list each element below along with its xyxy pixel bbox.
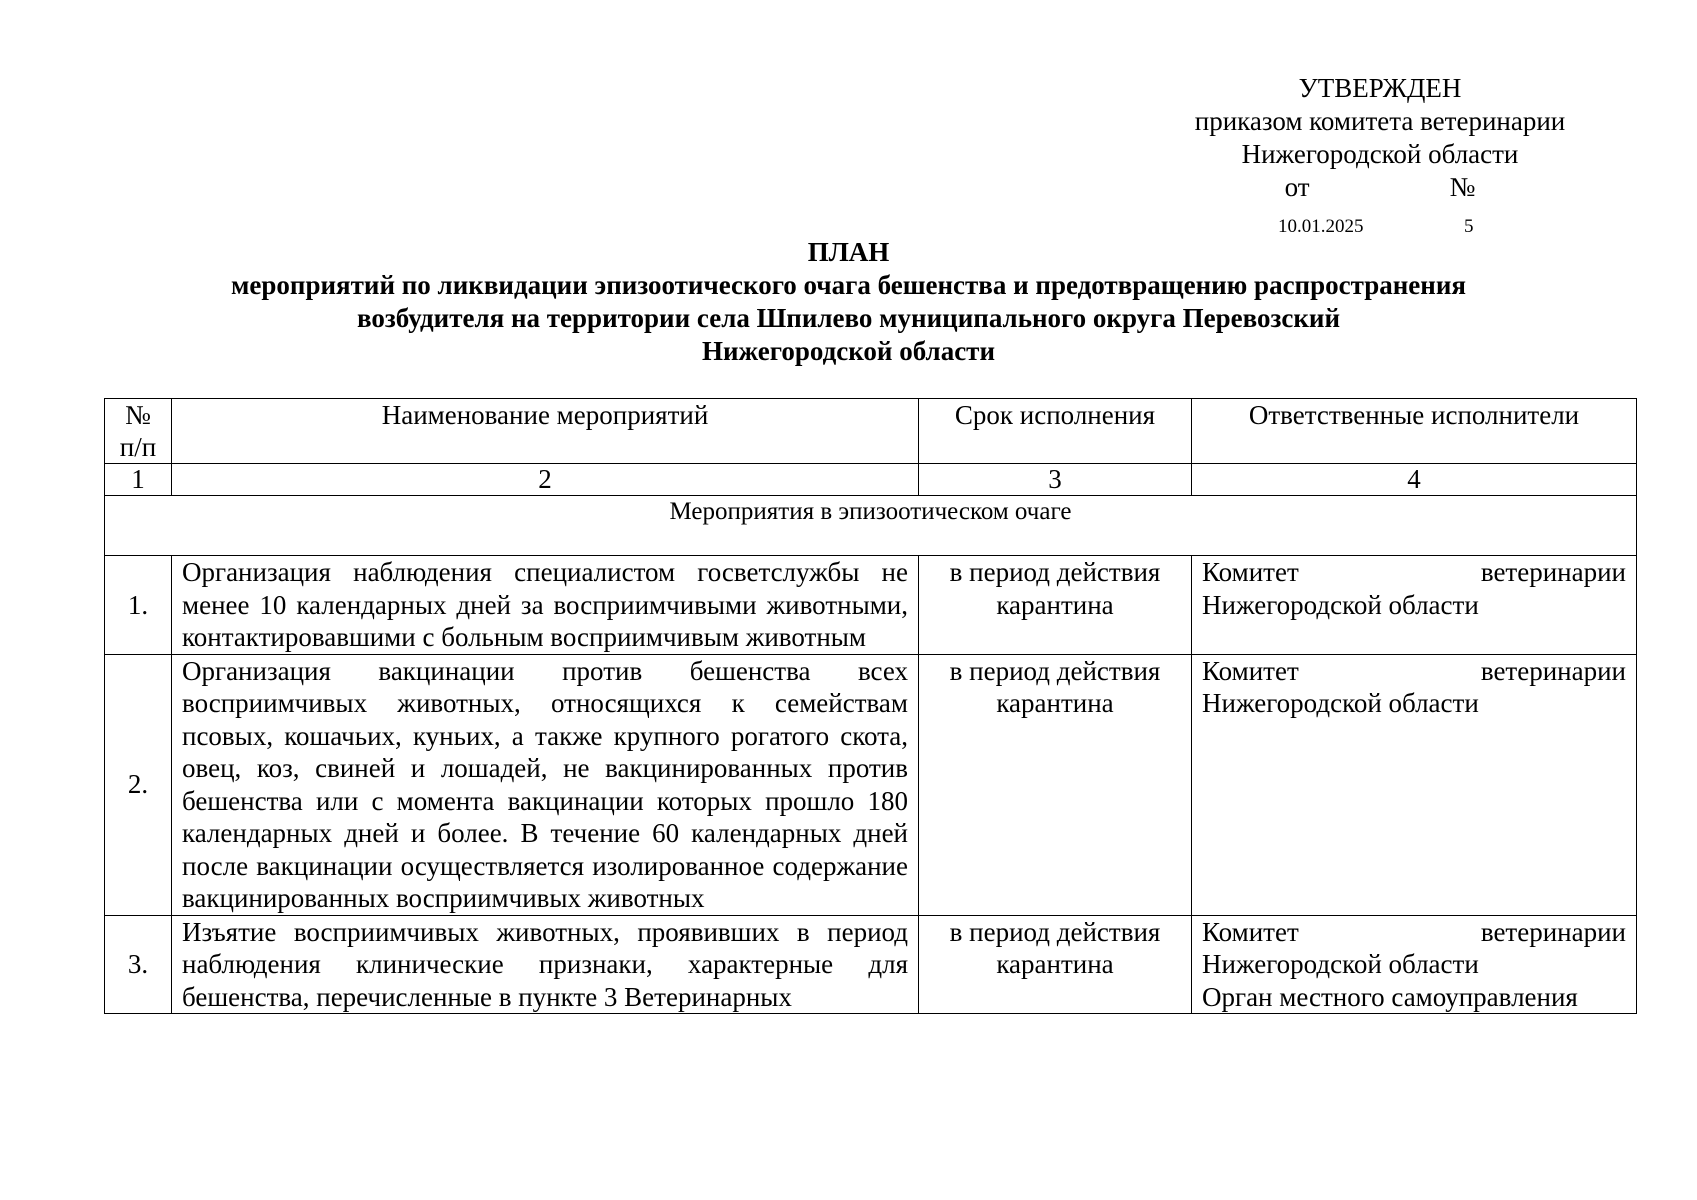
title-line-1: ПЛАН xyxy=(807,237,890,267)
table-row xyxy=(105,654,1637,915)
responsible-line-2: Нижегородской области xyxy=(1202,589,1479,620)
header-name: Наименование мероприятий xyxy=(172,399,919,464)
column-number: 1 xyxy=(105,464,172,496)
section-title: Мероприятия в эпизоотическом очаге xyxy=(105,496,1637,556)
approval-line-1: приказом комитета ветеринарии xyxy=(1194,106,1566,136)
column-number: 2 xyxy=(172,464,919,496)
responsible-word: ветеринарии xyxy=(1480,916,1626,947)
approval-date-number-row xyxy=(1160,171,1600,204)
responsible-word: ветеринарии xyxy=(1480,557,1626,587)
responsible-line-3: Орган местного самоуправления xyxy=(1202,981,1578,1012)
row-activity: Организация вакцинации против бешенства всех восприимчивых животных, относящихся к семействам псовых, кошачьих, куньих, а также крупного рогатого скота, овец, коз, свиней и лошадей, не вакцинированных против бешенства или с момента вакцинации которых прошло 180 календарных дней и более. В течение 60 календарных дней после вакцинации осуществляется изолированное содержание вакцинированных восприимчивых животных xyxy=(172,654,919,915)
row-activity: Организация наблюдения специалистом госветслужбы не менее 10 календарных дней за восприимчивыми животными, контактировавшими с больным восприимчивым животным xyxy=(172,556,919,655)
approval-line-2: Нижегородской области xyxy=(1241,139,1519,169)
header-number-line-1: № xyxy=(125,400,151,430)
approval-number: 5 xyxy=(1464,216,1474,237)
table-row xyxy=(105,556,1637,655)
row-responsible xyxy=(1192,654,1637,915)
responsible-clip xyxy=(1202,916,1626,1013)
approval-block xyxy=(1160,72,1600,237)
header-responsible: Ответственные исполнители xyxy=(1192,399,1637,464)
plan-table xyxy=(104,398,1637,1014)
approval-heading: УТВЕРЖДЕН xyxy=(1298,73,1462,103)
title-line-4: Нижегородской области xyxy=(701,336,996,366)
title-line-3: возбудителя на территории села Шпилево муниципального округа Перевозский xyxy=(357,303,1340,333)
row-responsible xyxy=(1192,556,1637,655)
responsible-word: Комитет xyxy=(1202,557,1299,587)
table-header-row xyxy=(105,399,1637,464)
responsible-line-1 xyxy=(1202,655,1626,688)
date-prefix: от xyxy=(1284,172,1310,202)
responsible-line-2: Нижегородской области xyxy=(1202,688,1479,718)
row-term: в период действия карантина xyxy=(919,654,1192,915)
responsible-line-1 xyxy=(1202,556,1626,589)
number-prefix: № xyxy=(1449,172,1476,202)
column-numbers-row xyxy=(105,464,1637,496)
table-row xyxy=(105,915,1637,1013)
document-title xyxy=(0,236,1697,368)
responsible-word: Комитет xyxy=(1202,655,1299,686)
title-line-2: мероприятий по ликвидации эпизоотического очага бешенства и предотвращению распространения xyxy=(231,270,1466,300)
responsible-line-1 xyxy=(1202,916,1626,949)
row-term-text: в период действия карантина xyxy=(949,916,1161,979)
row-activity-text: Изъятие восприимчивых животных, проявивших в период наблюдения клинические признаки, характерные для бешенства, перечисленные в пункте 3 Ветеринарных xyxy=(182,916,908,1012)
row-number: 1. xyxy=(105,556,172,655)
section-row xyxy=(105,496,1637,556)
approval-date: 10.01.2025 xyxy=(1278,216,1364,237)
row-term: в период действия карантина xyxy=(919,556,1192,655)
responsible-line-2: Нижегородской области xyxy=(1202,949,1479,979)
header-number xyxy=(105,399,172,464)
header-number-line-2: п/п xyxy=(119,432,157,462)
row-activity xyxy=(172,915,919,1013)
responsible-word: ветеринарии xyxy=(1480,655,1626,686)
responsible-word: Комитет xyxy=(1202,916,1299,947)
row-term xyxy=(919,915,1192,1013)
header-term: Срок исполнения xyxy=(919,399,1192,464)
column-number: 4 xyxy=(1192,464,1637,496)
row-number: 3. xyxy=(105,915,172,1013)
row-responsible xyxy=(1192,915,1637,1013)
column-number: 3 xyxy=(919,464,1192,496)
row-number: 2. xyxy=(105,654,172,915)
approval-stamp-values xyxy=(1160,210,1600,237)
